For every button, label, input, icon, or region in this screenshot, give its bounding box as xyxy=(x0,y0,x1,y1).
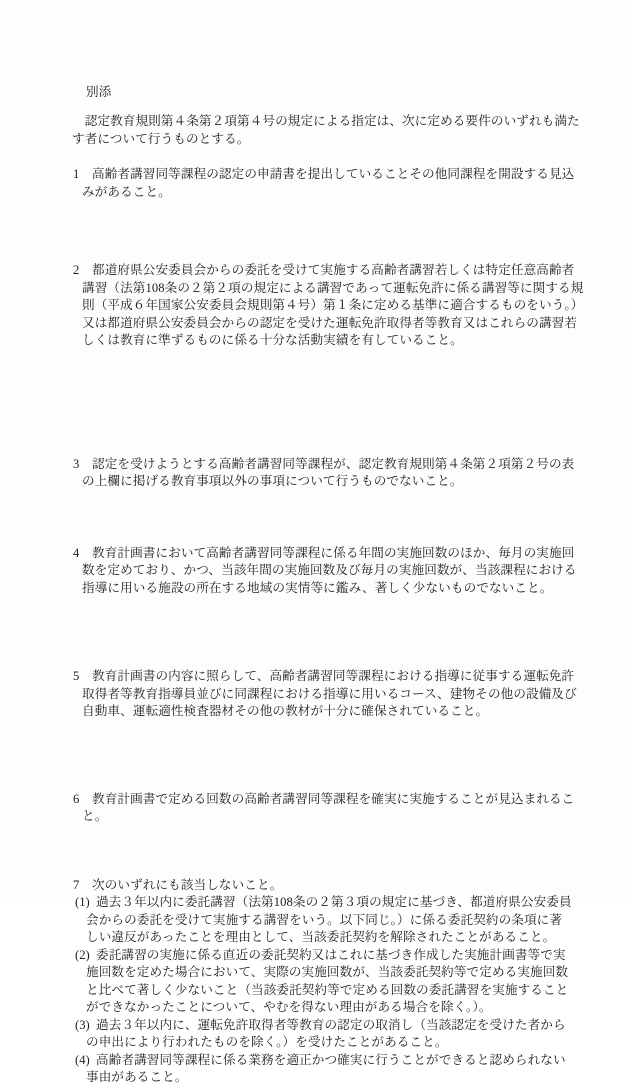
text-line: 次のいずれにも該当しないこと。 xyxy=(92,877,283,892)
text-line: 事由があること。 xyxy=(86,1070,188,1084)
sub-item-4 xyxy=(72,1052,580,1087)
sub-item-number: (2) xyxy=(75,947,90,962)
intro-paragraph xyxy=(72,113,580,148)
text-line: の上欄に掲げる教育事項以外の事項について行うものでないこと。 xyxy=(82,474,463,488)
item-number: 1 xyxy=(73,167,80,181)
sub-item-number: (3) xyxy=(75,1017,90,1032)
item-7 xyxy=(72,877,580,1087)
sub-item-number: (1) xyxy=(75,895,90,909)
text-line: みがあること。 xyxy=(82,184,171,199)
text-line: 過去３年以内に、運転免許取得者等教育の認定の取消し（当該認定を受けた者から xyxy=(96,1017,566,1032)
text-line: しくは教育に準ずるものに係る十分な活動実績を有していること。 xyxy=(82,333,463,347)
text-line: 別添 xyxy=(86,85,112,99)
item-number: 3 xyxy=(73,456,80,471)
text-line: 教育計画書の内容に照らして、高齢者講習同等課程における指導に従事する運転免許 xyxy=(92,669,575,683)
text-line: 認定を受けようとする高齢者講習同等課程が、認定教育規則第４条第２項第２号の表 xyxy=(92,456,575,471)
text-line: 数を定めており、かつ、当該年間の実施回数及び毎月の実施回数が、当該課程における xyxy=(82,563,577,577)
text-line: 教育計画書で定める回数の高齢者講習同等課程を確実に実施することが見込まれるこ xyxy=(92,791,575,806)
item-number: 6 xyxy=(73,791,80,806)
text-line: 委託講習の実施に係る直近の委託契約又はこれに基づき作成した実施計画書等で実 xyxy=(96,947,566,962)
text-line: 教育計画書において高齢者講習同等課程に係る年間の実施回数のほか、毎月の実施回 xyxy=(92,545,575,560)
text-line: 会からの委託を受けて実施する講習をいう。以下同じ。）に係る委託契約の条項に著 xyxy=(86,912,563,927)
text-line: 都道府県公安委員会からの委託を受けて実施する高齢者講習若しくは特定任意高齢者 xyxy=(92,263,575,277)
item-4 xyxy=(72,545,580,598)
text-line: 自動車、運転適性検査器材その他の教材が十分に確保されていること。 xyxy=(82,704,489,718)
item-1 xyxy=(72,166,580,201)
text-line: 認定教育規則第４条第２項第４号の規定による指定は、次に定める要件のいずれも満た xyxy=(72,114,580,128)
attachment-label xyxy=(72,84,580,102)
text-line: 取得者等教育指導員並びに同課程における指導に用いるコース、建物その他の設備及び xyxy=(82,686,577,701)
sub-item-2 xyxy=(72,947,580,1017)
text-line: 講習（法第108条の２第２項の規定による講習であって運転免許に係る講習等に関する規 xyxy=(82,280,584,295)
item-number: 7 xyxy=(73,877,80,892)
document-body xyxy=(72,0,584,1084)
item-number: 4 xyxy=(73,545,80,560)
item-5 xyxy=(72,668,580,721)
item-6 xyxy=(72,791,580,826)
sub-item-3 xyxy=(72,1017,580,1052)
text-line: と。 xyxy=(82,809,108,823)
text-line: 又は都道府県公安委員会からの認定を受けた運転免許取得者等教育又はこれらの講習若 xyxy=(82,315,578,330)
sub-item-1 xyxy=(72,894,580,947)
text-line: ができなかったことについて、やむを得ない理由がある場合を除く。）。 xyxy=(86,1000,492,1014)
sub-item-number: (4) xyxy=(75,1052,90,1067)
text-line: と比べて著しく少ないこと（当該委託契約等で定める回数の委託講習を実施すること xyxy=(86,982,569,997)
text-line: 指導に用いる施設の所在する地域の実情等に鑑み、著しく少ないものでないこと。 xyxy=(82,580,553,595)
text-line: 則（平成６年国家公安委員会規則第４号）第１条に定める基準に適合するものをいう。） xyxy=(82,298,584,312)
item-2 xyxy=(72,262,584,350)
text-line: 施回数を定めた場合において、実際の実施回数が、当該委託契約等で定める実施回数 xyxy=(86,965,569,979)
text-line: す者について行うものとする。 xyxy=(72,131,250,146)
item-3 xyxy=(72,456,580,491)
item-number: 2 xyxy=(73,263,80,277)
text-line: しい違反があったことを理由として、当該委託契約を解除されたことがあること。 xyxy=(86,930,556,944)
text-line: の申出により行われたものを除く。）を受けたことがあること。 xyxy=(86,1035,448,1049)
text-line: 高齢者講習同等課程の認定の申請書を提出していることその他同課程を開設する見込 xyxy=(92,167,575,181)
text-line: 高齢者講習同等課程に係る業務を適正かつ確実に行うことができると認められない xyxy=(96,1052,566,1067)
text-line: 過去３年以内に委託講習（法第108条の２第３項の規定に基づき、都道府県公安委員 xyxy=(96,895,572,909)
item-number: 5 xyxy=(73,669,80,683)
